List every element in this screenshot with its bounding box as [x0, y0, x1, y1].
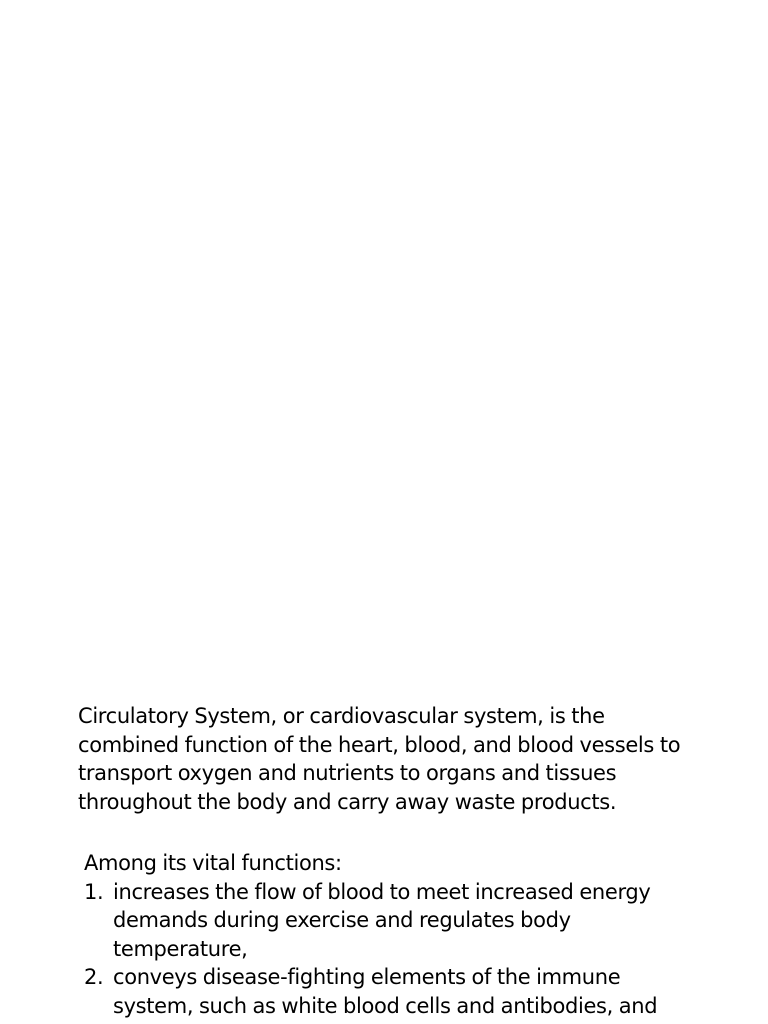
function-line: demands during exercise and regulates body — [113, 908, 571, 932]
function-item — [84, 963, 724, 1020]
intro-line: Circulatory System, or cardiovascular system, is the — [78, 704, 605, 728]
function-line: increases the flow of blood to meet increased energy — [113, 879, 651, 904]
functions-heading: Among its vital functions: — [84, 851, 342, 875]
vital-functions-section — [84, 849, 724, 1020]
intro-line: transport oxygen and nutrients to organs and tissues — [78, 761, 617, 785]
function-number: 2. — [84, 965, 104, 989]
functions-list — [84, 878, 724, 1021]
function-line: system, such as white blood cells and antibodies, and — [113, 993, 658, 1018]
function-text — [113, 878, 724, 964]
function-line: temperature, — [113, 936, 248, 961]
intro-line: combined function of the heart, blood, and blood vessels to — [78, 732, 681, 757]
intro-paragraph — [78, 702, 718, 816]
function-number: 1. — [84, 879, 104, 904]
intro-line: throughout the body and carry away waste products. — [78, 789, 617, 814]
function-line: conveys disease-fighting elements of the immune — [113, 965, 621, 989]
function-item — [84, 878, 724, 964]
function-text — [113, 963, 724, 1020]
